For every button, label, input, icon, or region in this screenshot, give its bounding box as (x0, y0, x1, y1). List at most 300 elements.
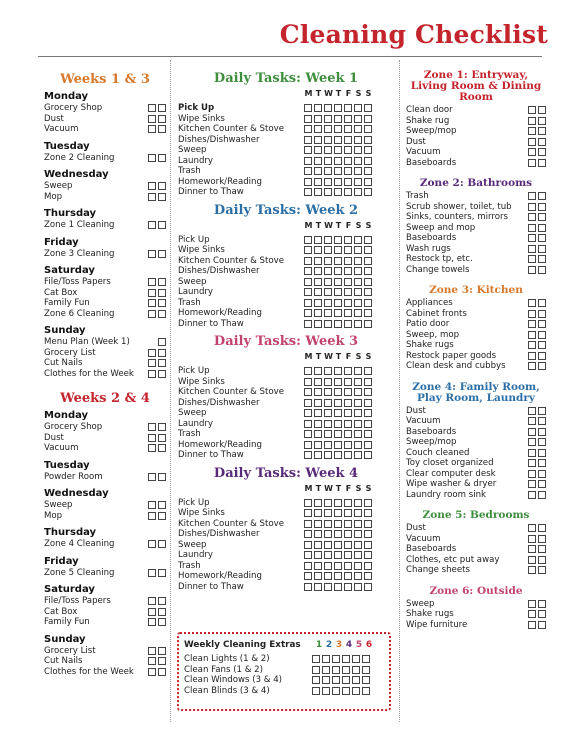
checkbox[interactable] (528, 117, 536, 125)
checkbox[interactable] (304, 378, 312, 386)
checkbox[interactable] (304, 399, 312, 407)
checkbox[interactable] (528, 417, 536, 425)
checkbox[interactable] (148, 569, 156, 577)
checkbox[interactable] (158, 359, 166, 367)
checkbox[interactable] (538, 310, 546, 318)
checkbox[interactable] (314, 146, 322, 154)
checkbox[interactable] (334, 267, 342, 275)
checkbox[interactable] (304, 441, 312, 449)
checkbox[interactable] (352, 666, 360, 674)
checkbox[interactable] (148, 647, 156, 655)
checkbox[interactable] (324, 157, 332, 165)
checkbox[interactable] (342, 666, 350, 674)
checkbox[interactable] (324, 236, 332, 244)
checkbox[interactable] (354, 299, 362, 307)
checkbox[interactable] (148, 104, 156, 112)
checkbox[interactable] (332, 676, 340, 684)
checkbox[interactable] (158, 647, 166, 655)
checkbox[interactable] (304, 562, 312, 570)
checkbox[interactable] (344, 409, 352, 417)
checkbox[interactable] (324, 409, 332, 417)
checkbox[interactable] (334, 509, 342, 517)
checkbox[interactable] (148, 193, 156, 201)
checkbox[interactable] (538, 331, 546, 339)
checkbox[interactable] (528, 310, 536, 318)
checkbox[interactable] (344, 420, 352, 428)
checkbox[interactable] (354, 388, 362, 396)
checkbox[interactable] (314, 520, 322, 528)
checkbox[interactable] (324, 551, 332, 559)
checkbox[interactable] (352, 687, 360, 695)
checkbox[interactable] (344, 236, 352, 244)
checkbox[interactable] (528, 621, 536, 629)
checkbox[interactable] (334, 378, 342, 386)
checkbox[interactable] (324, 451, 332, 459)
checkbox[interactable] (538, 203, 546, 211)
checkbox[interactable] (304, 572, 312, 580)
checkbox[interactable] (314, 378, 322, 386)
checkbox[interactable] (344, 309, 352, 317)
checkbox[interactable] (148, 501, 156, 509)
checkbox[interactable] (158, 125, 166, 133)
checkbox[interactable] (158, 104, 166, 112)
checkbox[interactable] (158, 250, 166, 258)
checkbox[interactable] (364, 115, 372, 123)
checkbox[interactable] (538, 621, 546, 629)
checkbox[interactable] (324, 399, 332, 407)
checkbox[interactable] (324, 367, 332, 375)
checkbox[interactable] (354, 157, 362, 165)
checkbox[interactable] (322, 655, 330, 663)
checkbox[interactable] (354, 309, 362, 317)
checkbox[interactable] (364, 278, 372, 286)
checkbox[interactable] (344, 562, 352, 570)
checkbox[interactable] (304, 530, 312, 538)
checkbox[interactable] (528, 245, 536, 253)
checkbox[interactable] (334, 257, 342, 265)
checkbox[interactable] (344, 451, 352, 459)
checkbox[interactable] (538, 352, 546, 360)
checkbox[interactable] (538, 470, 546, 478)
checkbox[interactable] (352, 655, 360, 663)
checkbox[interactable] (324, 420, 332, 428)
checkbox[interactable] (334, 236, 342, 244)
checkbox[interactable] (538, 299, 546, 307)
checkbox[interactable] (314, 278, 322, 286)
checkbox[interactable] (158, 657, 166, 665)
checkbox[interactable] (354, 509, 362, 517)
checkbox[interactable] (334, 278, 342, 286)
checkbox[interactable] (364, 309, 372, 317)
checkbox[interactable] (344, 388, 352, 396)
checkbox[interactable] (148, 154, 156, 162)
checkbox[interactable] (538, 417, 546, 425)
checkbox[interactable] (304, 420, 312, 428)
checkbox[interactable] (314, 320, 322, 328)
checkbox[interactable] (528, 266, 536, 274)
checkbox[interactable] (148, 299, 156, 307)
checkbox[interactable] (528, 255, 536, 263)
checkbox[interactable] (334, 572, 342, 580)
checkbox[interactable] (324, 530, 332, 538)
checkbox[interactable] (344, 320, 352, 328)
checkbox[interactable] (314, 115, 322, 123)
checkbox[interactable] (538, 106, 546, 114)
checkbox[interactable] (158, 289, 166, 297)
checkbox[interactable] (538, 407, 546, 415)
checkbox[interactable] (354, 551, 362, 559)
checkbox[interactable] (364, 420, 372, 428)
checkbox[interactable] (314, 451, 322, 459)
checkbox[interactable] (314, 530, 322, 538)
checkbox[interactable] (322, 676, 330, 684)
checkbox[interactable] (344, 278, 352, 286)
checkbox[interactable] (538, 545, 546, 553)
checkbox[interactable] (528, 224, 536, 232)
checkbox[interactable] (344, 167, 352, 175)
checkbox[interactable] (158, 668, 166, 676)
checkbox[interactable] (344, 178, 352, 186)
checkbox[interactable] (364, 378, 372, 386)
checkbox[interactable] (528, 449, 536, 457)
checkbox[interactable] (304, 136, 312, 144)
checkbox[interactable] (364, 551, 372, 559)
checkbox[interactable] (148, 182, 156, 190)
checkbox[interactable] (354, 520, 362, 528)
checkbox[interactable] (344, 146, 352, 154)
checkbox[interactable] (528, 106, 536, 114)
checkbox[interactable] (364, 257, 372, 265)
checkbox[interactable] (304, 388, 312, 396)
checkbox[interactable] (354, 420, 362, 428)
checkbox[interactable] (324, 562, 332, 570)
checkbox[interactable] (314, 299, 322, 307)
checkbox[interactable] (334, 299, 342, 307)
checkbox[interactable] (364, 188, 372, 196)
checkbox[interactable] (314, 188, 322, 196)
checkbox[interactable] (314, 104, 322, 112)
checkbox[interactable] (304, 409, 312, 417)
checkbox[interactable] (324, 146, 332, 154)
checkbox[interactable] (354, 320, 362, 328)
checkbox[interactable] (538, 213, 546, 221)
checkbox[interactable] (312, 655, 320, 663)
checkbox[interactable] (324, 441, 332, 449)
checkbox[interactable] (324, 188, 332, 196)
checkbox[interactable] (354, 115, 362, 123)
checkbox[interactable] (364, 167, 372, 175)
checkbox[interactable] (158, 310, 166, 318)
checkbox[interactable] (158, 221, 166, 229)
checkbox[interactable] (148, 250, 156, 258)
checkbox[interactable] (314, 167, 322, 175)
checkbox[interactable] (324, 499, 332, 507)
checkbox[interactable] (354, 572, 362, 580)
checkbox[interactable] (528, 610, 536, 618)
checkbox[interactable] (158, 182, 166, 190)
checkbox[interactable] (334, 178, 342, 186)
checkbox[interactable] (304, 267, 312, 275)
checkbox[interactable] (538, 566, 546, 574)
checkbox[interactable] (538, 535, 546, 543)
checkbox[interactable] (314, 551, 322, 559)
checkbox[interactable] (148, 310, 156, 318)
checkbox[interactable] (344, 115, 352, 123)
checkbox[interactable] (538, 159, 546, 167)
checkbox[interactable] (364, 572, 372, 580)
checkbox[interactable] (362, 687, 370, 695)
checkbox[interactable] (304, 157, 312, 165)
checkbox[interactable] (528, 331, 536, 339)
checkbox[interactable] (364, 267, 372, 275)
checkbox[interactable] (364, 125, 372, 133)
checkbox[interactable] (304, 309, 312, 317)
checkbox[interactable] (314, 157, 322, 165)
checkbox[interactable] (158, 618, 166, 626)
checkbox[interactable] (364, 441, 372, 449)
checkbox[interactable] (344, 530, 352, 538)
checkbox[interactable] (344, 378, 352, 386)
checkbox[interactable] (324, 267, 332, 275)
checkbox[interactable] (364, 178, 372, 186)
checkbox[interactable] (364, 451, 372, 459)
checkbox[interactable] (324, 246, 332, 254)
checkbox[interactable] (344, 104, 352, 112)
checkbox[interactable] (312, 666, 320, 674)
checkbox[interactable] (334, 146, 342, 154)
checkbox[interactable] (354, 378, 362, 386)
checkbox[interactable] (538, 266, 546, 274)
checkbox[interactable] (324, 583, 332, 591)
checkbox[interactable] (304, 167, 312, 175)
checkbox[interactable] (334, 125, 342, 133)
checkbox[interactable] (158, 608, 166, 616)
checkbox[interactable] (334, 420, 342, 428)
checkbox[interactable] (334, 188, 342, 196)
checkbox[interactable] (148, 608, 156, 616)
checkbox[interactable] (314, 572, 322, 580)
checkbox[interactable] (538, 234, 546, 242)
checkbox[interactable] (158, 423, 166, 431)
checkbox[interactable] (324, 115, 332, 123)
checkbox[interactable] (362, 666, 370, 674)
checkbox[interactable] (528, 148, 536, 156)
checkbox[interactable] (148, 125, 156, 133)
checkbox[interactable] (344, 499, 352, 507)
checkbox[interactable] (148, 618, 156, 626)
checkbox[interactable] (314, 409, 322, 417)
checkbox[interactable] (344, 367, 352, 375)
checkbox[interactable] (364, 530, 372, 538)
checkbox[interactable] (342, 676, 350, 684)
checkbox[interactable] (148, 597, 156, 605)
checkbox[interactable] (362, 676, 370, 684)
checkbox[interactable] (538, 438, 546, 446)
checkbox[interactable] (538, 428, 546, 436)
checkbox[interactable] (334, 157, 342, 165)
checkbox[interactable] (324, 136, 332, 144)
checkbox[interactable] (364, 157, 372, 165)
checkbox[interactable] (538, 449, 546, 457)
checkbox[interactable] (314, 136, 322, 144)
checkbox[interactable] (344, 157, 352, 165)
checkbox[interactable] (334, 367, 342, 375)
checkbox[interactable] (158, 278, 166, 286)
checkbox[interactable] (334, 388, 342, 396)
checkbox[interactable] (148, 423, 156, 431)
checkbox[interactable] (314, 541, 322, 549)
checkbox[interactable] (354, 288, 362, 296)
checkbox[interactable] (304, 178, 312, 186)
checkbox[interactable] (324, 167, 332, 175)
checkbox[interactable] (158, 370, 166, 378)
checkbox[interactable] (314, 420, 322, 428)
checkbox[interactable] (354, 530, 362, 538)
checkbox[interactable] (364, 288, 372, 296)
checkbox[interactable] (158, 444, 166, 452)
checkbox[interactable] (148, 473, 156, 481)
checkbox[interactable] (314, 288, 322, 296)
checkbox[interactable] (304, 430, 312, 438)
checkbox[interactable] (334, 309, 342, 317)
checkbox[interactable] (148, 349, 156, 357)
checkbox[interactable] (334, 115, 342, 123)
checkbox[interactable] (148, 115, 156, 123)
checkbox[interactable] (538, 362, 546, 370)
checkbox[interactable] (304, 115, 312, 123)
checkbox[interactable] (344, 520, 352, 528)
checkbox[interactable] (312, 687, 320, 695)
checkbox[interactable] (528, 491, 536, 499)
checkbox[interactable] (344, 125, 352, 133)
checkbox[interactable] (528, 213, 536, 221)
checkbox[interactable] (148, 512, 156, 520)
checkbox[interactable] (354, 257, 362, 265)
checkbox[interactable] (354, 541, 362, 549)
checkbox[interactable] (344, 246, 352, 254)
checkbox[interactable] (528, 480, 536, 488)
checkbox[interactable] (528, 341, 536, 349)
checkbox[interactable] (364, 409, 372, 417)
checkbox[interactable] (314, 509, 322, 517)
checkbox[interactable] (538, 320, 546, 328)
checkbox[interactable] (324, 299, 332, 307)
checkbox[interactable] (538, 245, 546, 253)
checkbox[interactable] (528, 362, 536, 370)
checkbox[interactable] (354, 136, 362, 144)
checkbox[interactable] (304, 146, 312, 154)
checkbox[interactable] (304, 125, 312, 133)
checkbox[interactable] (314, 562, 322, 570)
checkbox[interactable] (334, 430, 342, 438)
checkbox[interactable] (362, 655, 370, 663)
checkbox[interactable] (334, 399, 342, 407)
checkbox[interactable] (314, 441, 322, 449)
checkbox[interactable] (354, 562, 362, 570)
checkbox[interactable] (158, 512, 166, 520)
checkbox[interactable] (364, 562, 372, 570)
checkbox[interactable] (528, 428, 536, 436)
checkbox[interactable] (528, 470, 536, 478)
checkbox[interactable] (324, 278, 332, 286)
checkbox[interactable] (354, 409, 362, 417)
checkbox[interactable] (528, 234, 536, 242)
checkbox[interactable] (158, 434, 166, 442)
checkbox[interactable] (334, 541, 342, 549)
checkbox[interactable] (528, 566, 536, 574)
checkbox[interactable] (354, 367, 362, 375)
checkbox[interactable] (364, 541, 372, 549)
checkbox[interactable] (528, 600, 536, 608)
checkbox[interactable] (528, 556, 536, 564)
checkbox[interactable] (332, 655, 340, 663)
checkbox[interactable] (158, 154, 166, 162)
checkbox[interactable] (538, 127, 546, 135)
checkbox[interactable] (304, 583, 312, 591)
checkbox[interactable] (354, 399, 362, 407)
checkbox[interactable] (304, 188, 312, 196)
checkbox[interactable] (538, 138, 546, 146)
checkbox[interactable] (354, 278, 362, 286)
checkbox[interactable] (354, 451, 362, 459)
checkbox[interactable] (364, 430, 372, 438)
checkbox[interactable] (314, 246, 322, 254)
checkbox[interactable] (148, 289, 156, 297)
checkbox[interactable] (528, 545, 536, 553)
checkbox[interactable] (528, 459, 536, 467)
checkbox[interactable] (334, 246, 342, 254)
checkbox[interactable] (354, 430, 362, 438)
checkbox[interactable] (324, 572, 332, 580)
checkbox[interactable] (364, 299, 372, 307)
checkbox[interactable] (528, 138, 536, 146)
checkbox[interactable] (304, 320, 312, 328)
checkbox[interactable] (148, 540, 156, 548)
checkbox[interactable] (314, 583, 322, 591)
checkbox[interactable] (334, 451, 342, 459)
checkbox[interactable] (344, 430, 352, 438)
checkbox[interactable] (324, 509, 332, 517)
checkbox[interactable] (334, 562, 342, 570)
checkbox[interactable] (314, 430, 322, 438)
checkbox[interactable] (304, 520, 312, 528)
checkbox[interactable] (528, 320, 536, 328)
checkbox[interactable] (304, 451, 312, 459)
checkbox[interactable] (528, 159, 536, 167)
checkbox[interactable] (354, 178, 362, 186)
checkbox[interactable] (314, 367, 322, 375)
checkbox[interactable] (354, 104, 362, 112)
checkbox[interactable] (158, 349, 166, 357)
checkbox[interactable] (304, 288, 312, 296)
checkbox[interactable] (538, 341, 546, 349)
checkbox[interactable] (334, 167, 342, 175)
checkbox[interactable] (344, 441, 352, 449)
checkbox[interactable] (364, 520, 372, 528)
checkbox[interactable] (528, 352, 536, 360)
checkbox[interactable] (354, 236, 362, 244)
checkbox[interactable] (334, 583, 342, 591)
checkbox[interactable] (364, 246, 372, 254)
checkbox[interactable] (344, 267, 352, 275)
checkbox[interactable] (538, 524, 546, 532)
checkbox[interactable] (354, 583, 362, 591)
checkbox[interactable] (314, 499, 322, 507)
checkbox[interactable] (158, 115, 166, 123)
checkbox[interactable] (344, 572, 352, 580)
checkbox[interactable] (314, 125, 322, 133)
checkbox[interactable] (158, 569, 166, 577)
